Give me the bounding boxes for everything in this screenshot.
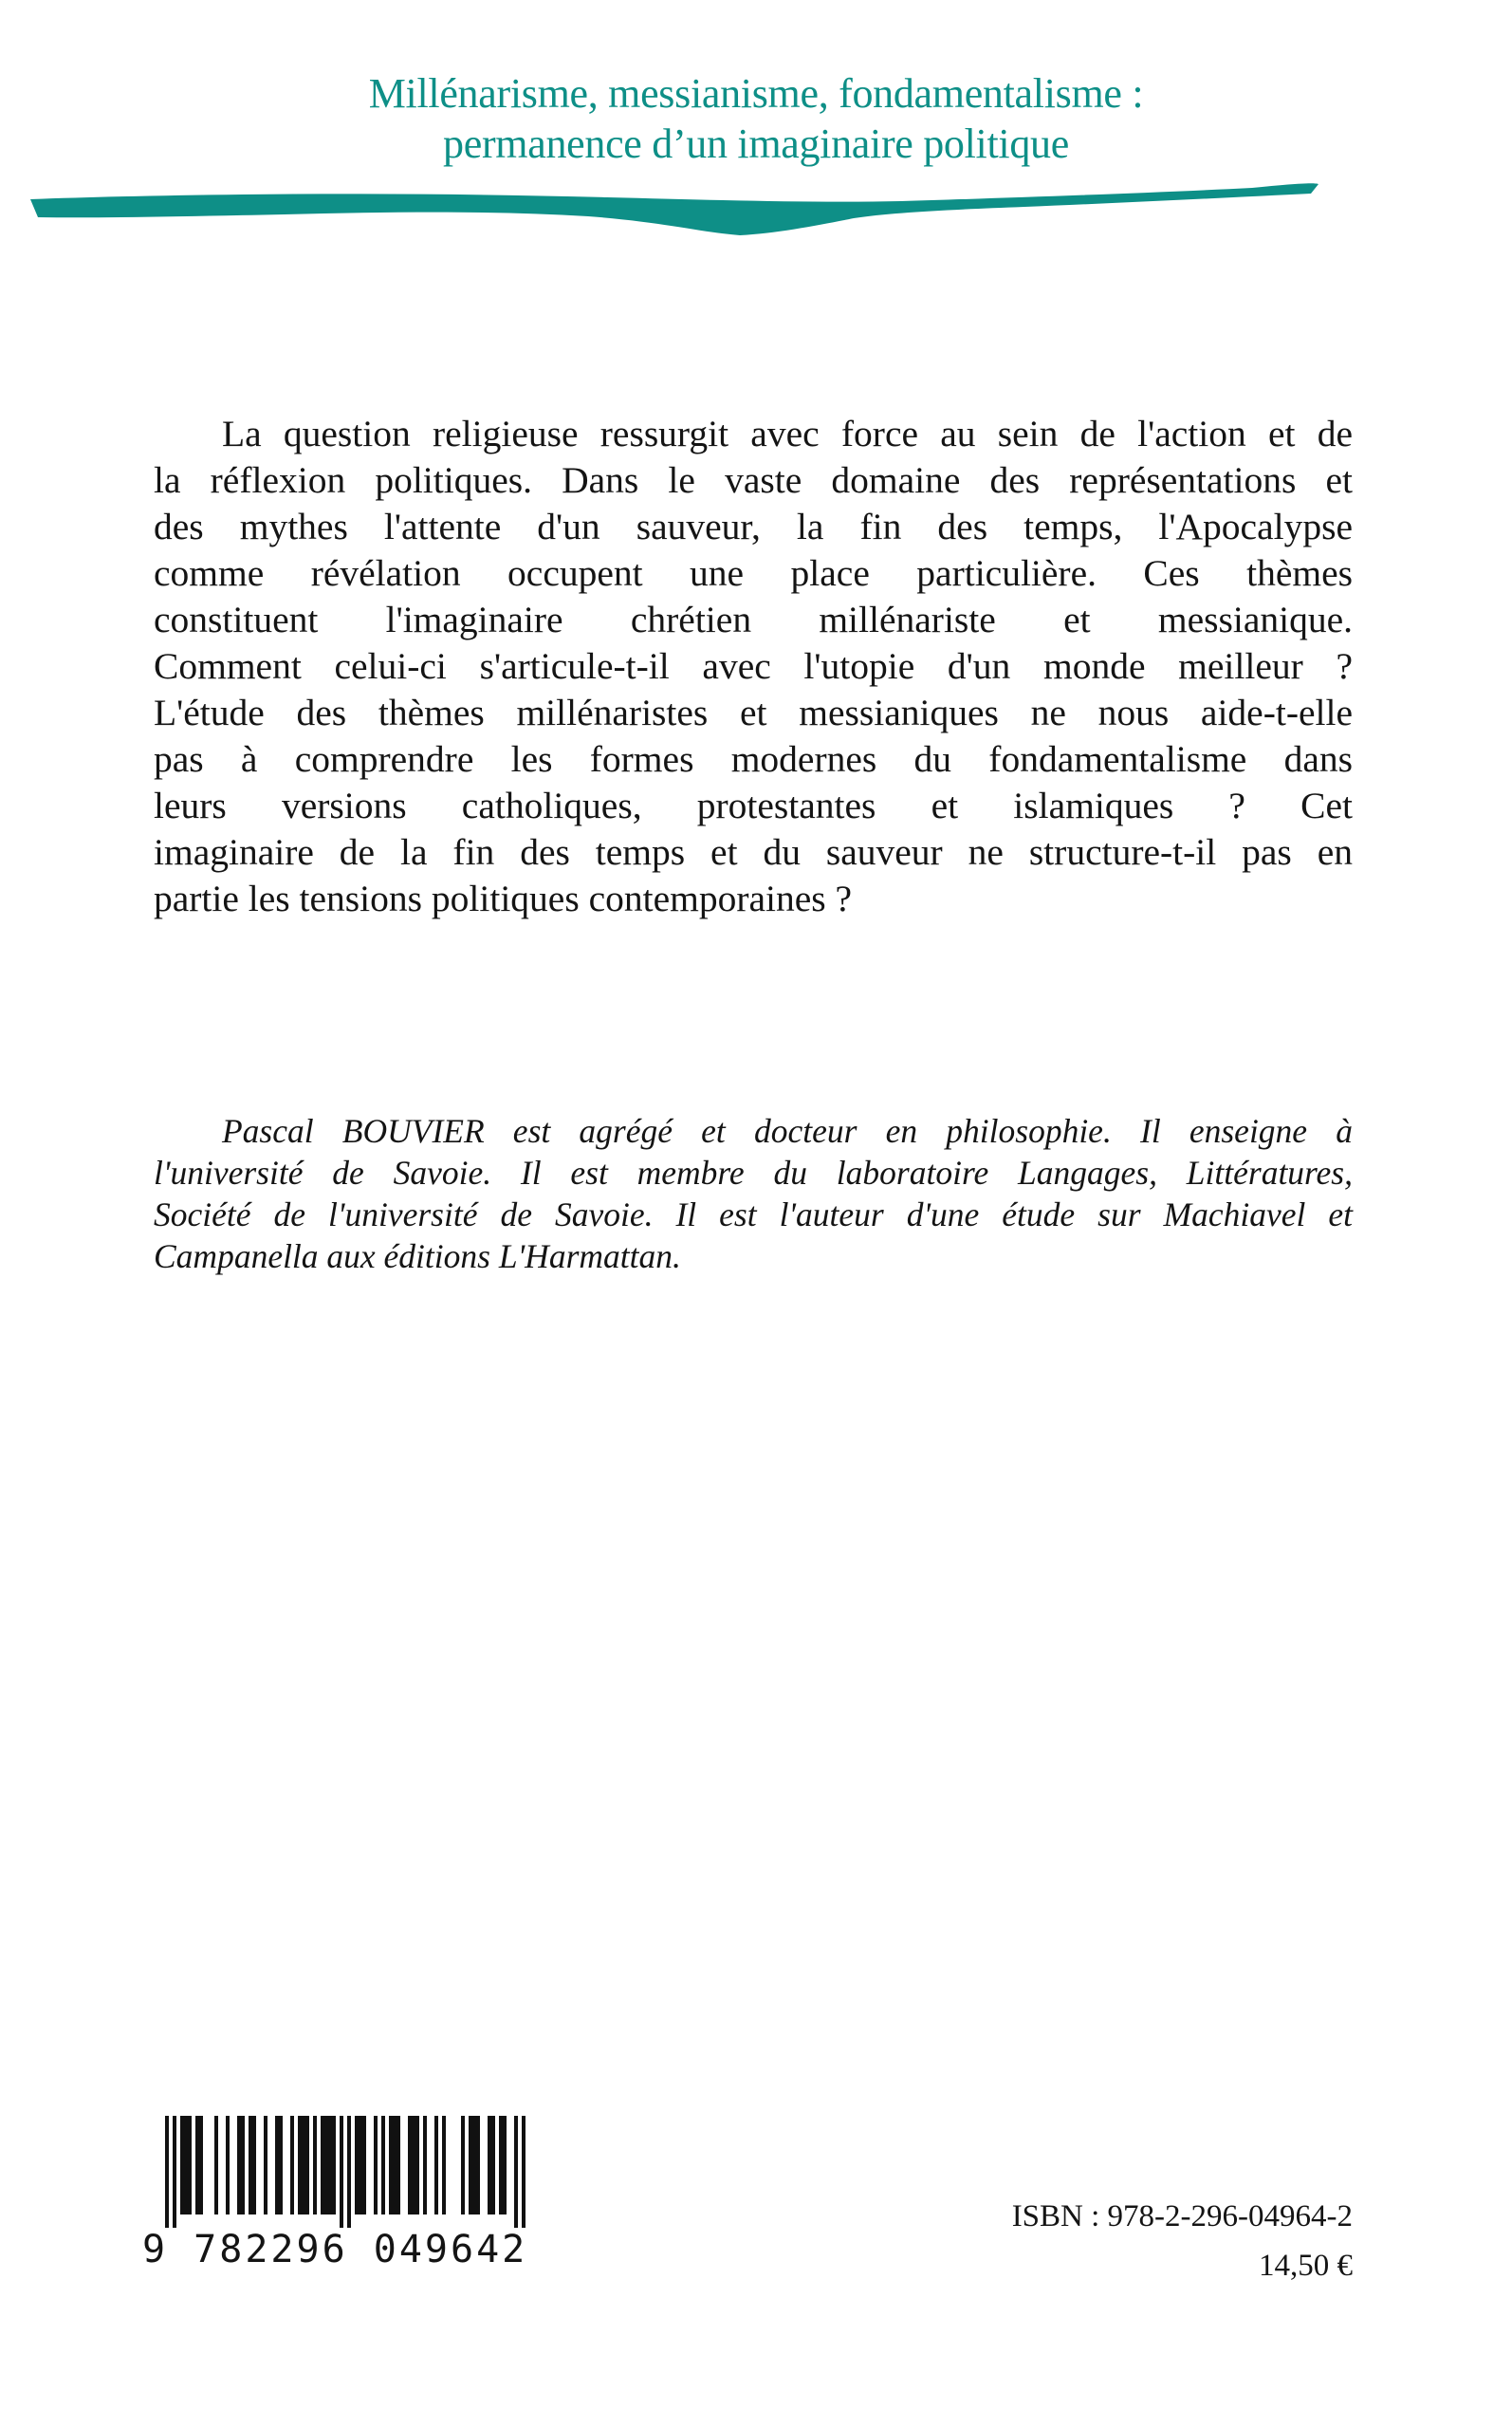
title-line-1: Millénarisme, messianisme, fondamentalisme : (368, 70, 1144, 117)
price: 14,50 € (1259, 2249, 1353, 2283)
barcode-bar (188, 2116, 192, 2214)
barcode-bar (302, 2116, 305, 2214)
barcode-bar (396, 2116, 400, 2214)
description-line: constituent l'imaginaire chrétien millénariste et messianique. (154, 599, 1353, 640)
barcode-bar (184, 2116, 188, 2214)
barcode-digits: 9 782296 049642 (142, 2228, 528, 2271)
barcode-bar (442, 2116, 446, 2214)
barcode-bar (165, 2116, 169, 2228)
barcode-bar (305, 2116, 309, 2214)
description-line: leurs versions catholiques, protestantes et islamiques ? Cet (154, 785, 1353, 826)
barcode-bar (321, 2116, 324, 2214)
barcode-bar (328, 2116, 332, 2214)
barcode-bar (347, 2116, 351, 2228)
barcode-bar (279, 2116, 283, 2214)
barcode-bar (298, 2116, 302, 2214)
barcode-bar (415, 2116, 419, 2214)
description-line: L'étude des thèmes millénaristes et messianiques ne nous aide-t-elle (154, 692, 1353, 733)
description-line: Comment celui-ci s'articule-t-il avec l'utopie d'un monde meilleur ? (154, 645, 1353, 687)
barcode-bar (290, 2116, 294, 2214)
barcode-bar (503, 2116, 507, 2214)
barcode-bar (469, 2116, 472, 2214)
barcode-bar (313, 2116, 317, 2214)
barcode-bar (434, 2116, 438, 2214)
barcode-bar (355, 2116, 359, 2214)
barcode-bar (412, 2116, 415, 2214)
book-title (0, 68, 1512, 169)
barcode-bar (340, 2116, 343, 2228)
title-line-2: permanence d’un imaginaire politique (443, 120, 1069, 167)
description (154, 411, 1353, 922)
bio-line: Pascal BOUVIER est agrégé et docteur en philosophie. Il enseigne à (222, 1112, 1353, 1150)
barcode-bar (389, 2116, 393, 2214)
barcode-bar (472, 2116, 476, 2214)
barcode-bar (522, 2116, 526, 2228)
barcode-bar (195, 2116, 199, 2214)
bio-line: l'université de Savoie. Il est membre du laboratoire Langages, Littératures, (154, 1154, 1353, 1192)
author-bio (154, 1110, 1353, 1277)
description-line: pas à comprendre les formes modernes du fondamentalisme dans (154, 738, 1353, 780)
barcode-bar (491, 2116, 495, 2214)
barcode-bar (237, 2116, 241, 2214)
description-line: imaginaire de la fin des temps et du sauveur ne structure-t-il pas en (154, 831, 1353, 873)
bio-line: Société de l'université de Savoie. Il est l'auteur d'une étude sur Machiavel et (154, 1195, 1353, 1233)
barcode-bar (514, 2116, 518, 2228)
barcode-bar (324, 2116, 328, 2214)
barcode-bar (359, 2116, 362, 2214)
barcode-bar (381, 2116, 385, 2214)
barcode-bar (180, 2116, 184, 2214)
barcode-bar (408, 2116, 412, 2214)
barcode-bar (332, 2116, 336, 2214)
barcode-bars (154, 2116, 533, 2228)
barcode-bar (362, 2116, 366, 2214)
barcode-bar (264, 2116, 267, 2214)
description-line: la réflexion politiques. Dans le vaste domaine des représentations et (154, 459, 1353, 501)
barcode-bar (226, 2116, 230, 2214)
barcode-bar (252, 2116, 256, 2214)
barcode-bar (499, 2116, 503, 2214)
barcode-bar (461, 2116, 465, 2214)
barcode-bar (199, 2116, 203, 2214)
description-line: partie les tensions politiques contemporaines ? (154, 878, 853, 919)
bio-line: Campanella aux éditions L'Harmattan. (154, 1237, 681, 1275)
decorative-brush-stroke (0, 180, 1512, 247)
description-line: La question religieuse ressurgit avec force au sein de l'action et de (222, 413, 1353, 454)
barcode-bar (488, 2116, 491, 2214)
barcode-bar (374, 2116, 378, 2214)
barcode-bar (241, 2116, 245, 2214)
description-line: des mythes l'attente d'un sauveur, la fin des temps, l'Apocalypse (154, 506, 1353, 547)
barcode-bar (476, 2116, 480, 2214)
barcode-bar (275, 2116, 279, 2214)
isbn: ISBN : 978-2-296-04964-2 (1011, 2199, 1353, 2233)
description-line: comme révélation occupent une place particulière. Ces thèmes (154, 552, 1353, 594)
barcode-bar (249, 2116, 252, 2214)
barcode-bar (393, 2116, 396, 2214)
barcode-bar (214, 2116, 218, 2214)
barcode-bar (423, 2116, 427, 2214)
barcode-bar (173, 2116, 176, 2228)
